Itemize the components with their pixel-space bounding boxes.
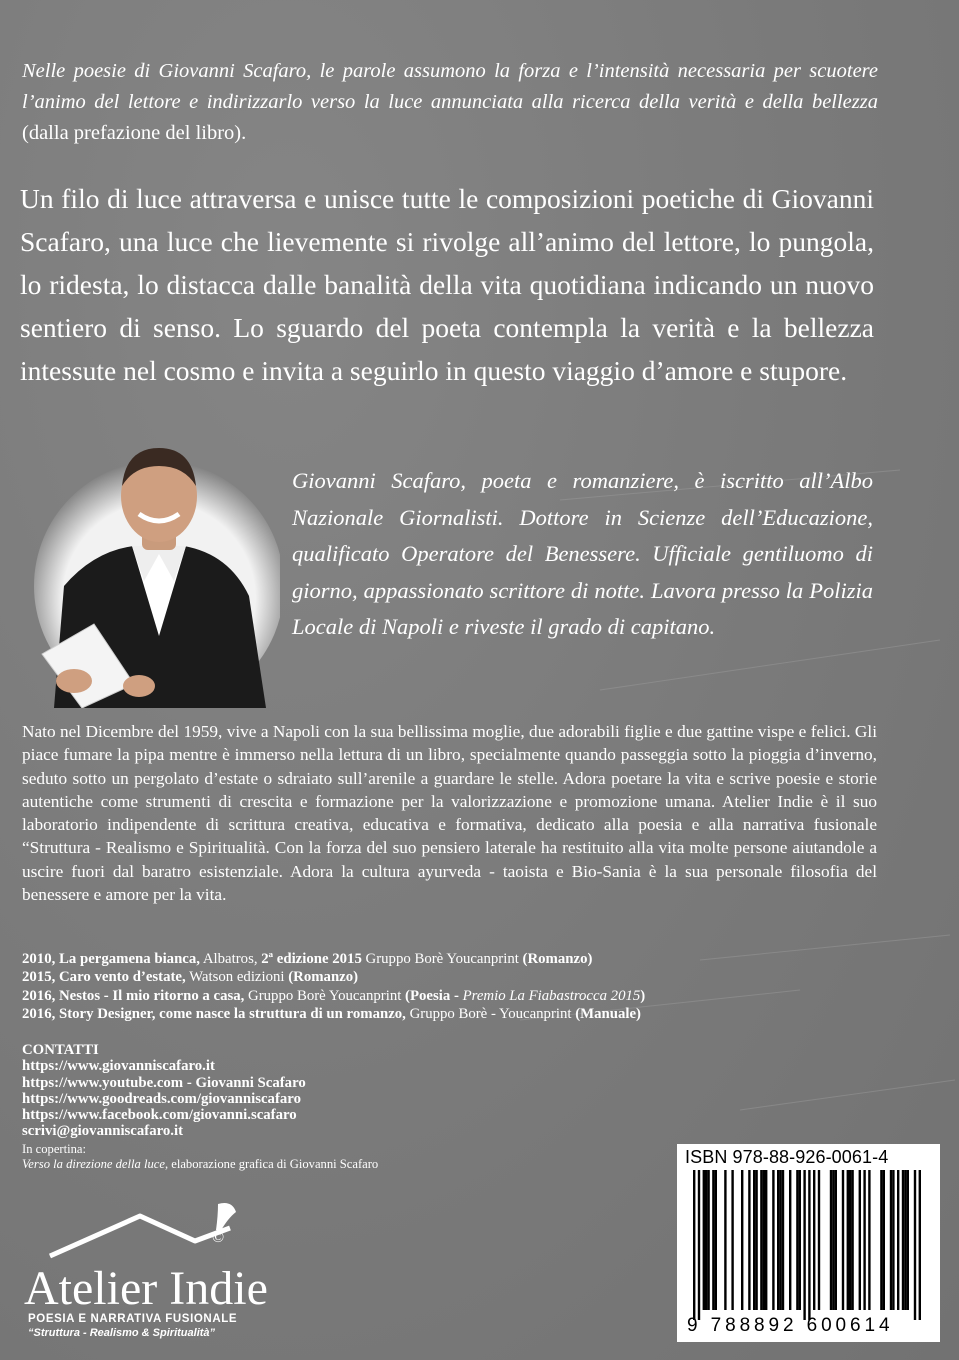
barcode-bar [777, 1170, 779, 1310]
barcode-bar [851, 1170, 853, 1310]
contact-youtube[interactable]: https://www.youtube.com - Giovanni Scafaro [22, 1074, 306, 1091]
cover-credit-label: In copertina: [22, 1142, 86, 1156]
barcode-bar [796, 1170, 798, 1310]
barcode-bar [724, 1170, 726, 1310]
contact-website[interactable]: https://www.giovanniscafaro.it [22, 1058, 215, 1075]
cover-credit-text: Verso la direzione della luce, elaborazione grafica di Giovanni Scafaro [22, 1156, 379, 1171]
barcode-bar [890, 1170, 892, 1310]
barcode-bar [914, 1170, 916, 1320]
preface-quote-source: (dalla prefazione del libro). [22, 122, 247, 144]
barcode-bar [835, 1170, 837, 1310]
barcode [677, 1144, 940, 1342]
barcode-bar [880, 1170, 882, 1310]
barcode-bar [813, 1170, 815, 1310]
barcode-bar [782, 1170, 784, 1310]
barcode-bar [753, 1170, 755, 1310]
publication-item: 2016, Nestos - Il mio ritorno a casa, Gruppo Borè Youcanprint (Poesia - Premio La Fiabastrocca 2015) [22, 987, 646, 1004]
author-long-bio: Nato nel Dicembre del 1959, vive a Napoli con la sua bellissima moglie, due adorabili figlie e due gattine vispe e felici. Gli piace fumare la pipa mentre è immerso nella lettura di un libro, specialmente quando passeggia sotto la pioggia d’inverno, seduto sotto un pergolato d’estate o sdraiato sull’arenile a guardare le stelle. Adora poetare la vita e scrive poesie e storie autentiche come strumenti di crescita e formazione per la valorizzazione e promozione umana. Atelier Indie è il suo laboratorio indipendente di scrittura creativa, educativa e formativa, dedicato alla poesia e alla narrativa fusionale “Struttura - Realismo e Spiritualità. Con la forza del suo pensiero laterale ha restituito alla vita molte persone aiutandole a uscire fuori dal baratro esistenziale. Adora la cultura ayurveda - taoista e Bio-Sania è la sua personale filosofia del benessere e amore per la vita. [22, 722, 877, 905]
barcode-bar [907, 1170, 909, 1310]
barcode-bar [779, 1170, 781, 1310]
logo-tagline-1: POESIA E NARRATIVA FUSIONALE [28, 1313, 238, 1325]
publication-item: 2015, Caro vento d’estate, Watson edizioni (Romanzo) [22, 969, 359, 986]
barcode-bar [755, 1170, 757, 1310]
barcode-bar [772, 1170, 774, 1310]
main-paragraph: Un filo di luce attraversa e unisce tutte le composizioni poetiche di Giovanni Scafaro, una luce che lievemente si rivolge all’animo del lettore, lo pungola, lo ridesta, lo distacca dalle banalità della vita quotidiana indicando un nuovo sentiero di senso. Lo sguardo del poeta contempla la verità e la bellezza intessute nel cosmo e invita a seguirlo in questo viaggio d’amore e stupore. [20, 183, 874, 386]
publication-item: 2016, Story Designer, come nasce la struttura di un romanzo, Gruppo Borè - Youcanprint (Manuale) [22, 1005, 641, 1022]
barcode-bar [849, 1170, 851, 1310]
barcode-bar [712, 1170, 714, 1310]
barcode-bar [693, 1170, 695, 1320]
barcode-bar [818, 1170, 820, 1310]
barcode-bar [904, 1170, 906, 1310]
contact-email[interactable]: scrivi@giovanniscafaro.it [22, 1123, 184, 1140]
barcode-bar [842, 1170, 844, 1310]
cover-credit [22, 1142, 542, 1171]
barcode-bar [765, 1170, 767, 1310]
barcode-bar [799, 1170, 801, 1310]
barcode-bar [847, 1170, 849, 1310]
barcode-bar [859, 1170, 861, 1310]
publications-list [22, 950, 902, 1023]
barcode-bar [731, 1170, 733, 1310]
barcode-bar [868, 1170, 870, 1310]
barcode-bar [803, 1170, 805, 1320]
barcode-bar [698, 1170, 700, 1320]
logo-tagline-2: “Struttura - Realismo & Spiritualità” [28, 1327, 216, 1339]
copyright-symbol: © [212, 1229, 225, 1246]
isbn-label: ISBN 978-88-926-0061-4 [685, 1147, 889, 1167]
isbn-barcode-box [677, 1144, 940, 1342]
barcode-bar [902, 1170, 904, 1310]
atelier-indie-logo [20, 1196, 310, 1346]
barcode-bar [705, 1170, 707, 1310]
barcode-bar [748, 1170, 750, 1310]
barcode-bar [919, 1170, 921, 1320]
barcode-bar [741, 1170, 743, 1310]
barcode-bar [703, 1170, 705, 1310]
isbn-digits: 9 788892 600614 [687, 1315, 894, 1336]
barcode-bar [897, 1170, 899, 1310]
barcode-bar [789, 1170, 791, 1310]
author-bio: Giovanni Scafaro, poeta e romanziere, è iscritto all’Albo Nazionale Giornalisti. Dottore in Scienze dell’Educazione, qualificato Operatore del Benessere. Ufficiale gentiluomo di giorno, appassionato scrittore di notte. Lavora presso la Polizia Locale di Napoli e riveste il grado di capitano. [292, 468, 873, 639]
barcode-bar [832, 1170, 834, 1310]
barcode-bar [892, 1170, 894, 1310]
barcode-bar [760, 1170, 762, 1310]
barcode-bar [883, 1170, 885, 1310]
preface-quote [22, 56, 878, 149]
contacts-heading: CONTATTI [22, 1042, 99, 1058]
publication-item: 2010, La pergamena bianca, Albatros, 2ª edizione 2015 Gruppo Borè Youcanprint (Romanzo) [22, 951, 593, 967]
barcode-bar [763, 1170, 765, 1310]
barcode-bar [830, 1170, 832, 1310]
barcode-bar [863, 1170, 865, 1310]
author-photo [34, 436, 280, 708]
barcode-bar [808, 1170, 810, 1320]
barcode-bar [715, 1170, 717, 1310]
contact-goodreads[interactable]: https://www.goodreads.com/giovanniscafaro [22, 1090, 301, 1107]
preface-quote-italic: Nelle poesie di Giovanni Scafaro, le parole assumono la forza e l’intensità necessaria per scuotere l’animo del lettore e indirizzarlo verso la luce annunciata alla ricerca della verità e della bellezza [22, 60, 878, 113]
contacts-block [22, 1042, 522, 1140]
contact-facebook[interactable]: https://www.facebook.com/giovanni.scafaro [22, 1107, 297, 1124]
barcode-bar [707, 1170, 709, 1310]
logo-name: Atelier Indie [24, 1262, 268, 1315]
